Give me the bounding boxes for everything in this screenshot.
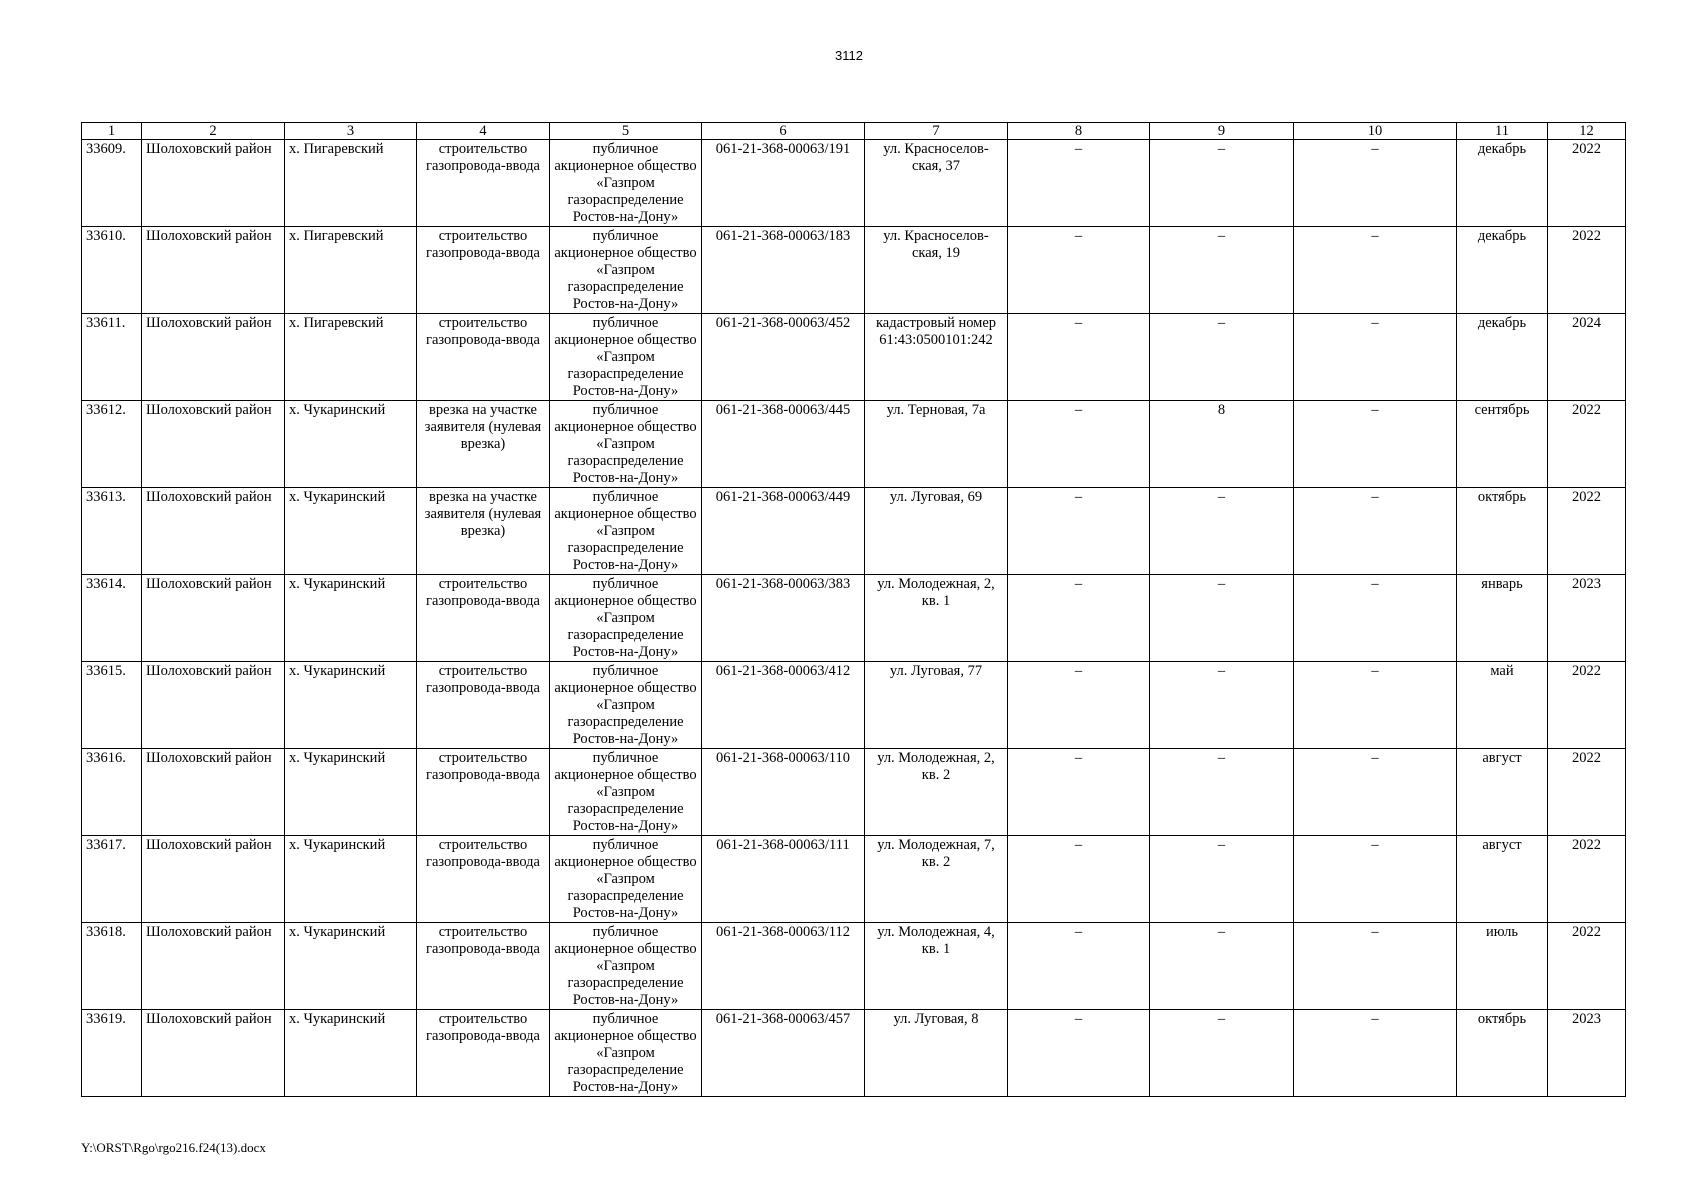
cell-organization: публичное акционерное общество «Газпром газораспределение Ростов-на-Дону» <box>550 836 702 923</box>
cell-column-9: – <box>1150 314 1294 401</box>
footer-file-path: Y:\ORST\Rgo\rgo216.f24(13).docx <box>81 1140 266 1155</box>
cell-contract-number: 061-21-368-00063/110 <box>702 749 865 836</box>
table-row <box>82 227 1626 314</box>
column-header: 11 <box>1457 123 1548 140</box>
cell-district: Шолоховский район <box>142 749 285 836</box>
table-row <box>82 662 1626 749</box>
cell-district: Шолоховский район <box>142 314 285 401</box>
cell-work-type: строительство газопровода-ввода <box>417 314 550 401</box>
cell-row-number: 33618. <box>82 923 142 1010</box>
cell-settlement: х. Чукаринский <box>285 749 417 836</box>
cell-column-10: – <box>1294 314 1457 401</box>
table-row <box>82 1010 1626 1097</box>
column-header: 2 <box>142 123 285 140</box>
cell-year: 2022 <box>1548 488 1626 575</box>
table-row <box>82 314 1626 401</box>
cell-month: декабрь <box>1457 314 1548 401</box>
cell-settlement: х. Чукаринский <box>285 488 417 575</box>
cell-column-10: – <box>1294 488 1457 575</box>
cell-address: ул. Луговая, 8 <box>865 1010 1008 1097</box>
cell-column-8: – <box>1008 662 1150 749</box>
cell-column-8: – <box>1008 836 1150 923</box>
cell-settlement: х. Пигаревский <box>285 140 417 227</box>
cell-column-10: – <box>1294 401 1457 488</box>
cell-row-number: 33619. <box>82 1010 142 1097</box>
cell-month: май <box>1457 662 1548 749</box>
cell-column-9: – <box>1150 662 1294 749</box>
cell-contract-number: 061-21-368-00063/445 <box>702 401 865 488</box>
cell-year: 2022 <box>1548 923 1626 1010</box>
cell-contract-number: 061-21-368-00063/191 <box>702 140 865 227</box>
cell-column-9: – <box>1150 575 1294 662</box>
cell-row-number: 33610. <box>82 227 142 314</box>
cell-district: Шолоховский район <box>142 227 285 314</box>
cell-column-9: – <box>1150 488 1294 575</box>
table-row <box>82 923 1626 1010</box>
cell-contract-number: 061-21-368-00063/452 <box>702 314 865 401</box>
cell-column-8: – <box>1008 575 1150 662</box>
cell-settlement: х. Чукаринский <box>285 575 417 662</box>
column-header: 5 <box>550 123 702 140</box>
cell-column-9: – <box>1150 140 1294 227</box>
cell-settlement: х. Чукаринский <box>285 401 417 488</box>
cell-organization: публичное акционерное общество «Газпром газораспределение Ростов-на-Дону» <box>550 1010 702 1097</box>
cell-column-9: – <box>1150 1010 1294 1097</box>
cell-year: 2022 <box>1548 749 1626 836</box>
cell-column-10: – <box>1294 575 1457 662</box>
column-header: 12 <box>1548 123 1626 140</box>
cell-work-type: строительство газопровода-ввода <box>417 575 550 662</box>
cell-month: август <box>1457 836 1548 923</box>
cell-work-type: строительство газопровода-ввода <box>417 140 550 227</box>
cell-column-10: – <box>1294 662 1457 749</box>
column-header: 4 <box>417 123 550 140</box>
cell-month: октябрь <box>1457 1010 1548 1097</box>
cell-settlement: х. Пигаревский <box>285 314 417 401</box>
register-table <box>81 122 1626 1097</box>
cell-column-8: – <box>1008 401 1150 488</box>
cell-year: 2022 <box>1548 401 1626 488</box>
table-row <box>82 575 1626 662</box>
table-row <box>82 401 1626 488</box>
cell-organization: публичное акционерное общество «Газпром газораспределение Ростов-на-Дону» <box>550 401 702 488</box>
cell-work-type: строительство газопровода-ввода <box>417 227 550 314</box>
cell-contract-number: 061-21-368-00063/183 <box>702 227 865 314</box>
cell-month: август <box>1457 749 1548 836</box>
cell-column-9: – <box>1150 749 1294 836</box>
cell-organization: публичное акционерное общество «Газпром газораспределение Ростов-на-Дону» <box>550 314 702 401</box>
cell-work-type: врезка на участке заявителя (нулевая врезка) <box>417 401 550 488</box>
cell-address: ул. Луговая, 69 <box>865 488 1008 575</box>
cell-column-8: – <box>1008 227 1150 314</box>
table-row <box>82 749 1626 836</box>
cell-address: кадастровый номер 61:43:0500101:242 <box>865 314 1008 401</box>
cell-address: ул. Молодежная, 2, кв. 2 <box>865 749 1008 836</box>
column-header: 3 <box>285 123 417 140</box>
column-header: 1 <box>82 123 142 140</box>
cell-address: ул. Красноселов-ская, 19 <box>865 227 1008 314</box>
header-row <box>82 123 1626 140</box>
cell-district: Шолоховский район <box>142 923 285 1010</box>
cell-row-number: 33613. <box>82 488 142 575</box>
cell-column-10: – <box>1294 227 1457 314</box>
cell-month: сентябрь <box>1457 401 1548 488</box>
cell-organization: публичное акционерное общество «Газпром газораспределение Ростов-на-Дону» <box>550 923 702 1010</box>
cell-district: Шолоховский район <box>142 1010 285 1097</box>
cell-year: 2022 <box>1548 227 1626 314</box>
cell-district: Шолоховский район <box>142 488 285 575</box>
cell-contract-number: 061-21-368-00063/449 <box>702 488 865 575</box>
cell-settlement: х. Чукаринский <box>285 1010 417 1097</box>
cell-month: июль <box>1457 923 1548 1010</box>
cell-address: ул. Молодежная, 2, кв. 1 <box>865 575 1008 662</box>
cell-settlement: х. Чукаринский <box>285 662 417 749</box>
cell-settlement: х. Пигаревский <box>285 227 417 314</box>
cell-month: декабрь <box>1457 140 1548 227</box>
page-number: 3112 <box>835 48 863 63</box>
cell-address: ул. Молодежная, 7, кв. 2 <box>865 836 1008 923</box>
cell-column-10: – <box>1294 836 1457 923</box>
cell-work-type: строительство газопровода-ввода <box>417 836 550 923</box>
cell-year: 2022 <box>1548 662 1626 749</box>
cell-address: ул. Терновая, 7а <box>865 401 1008 488</box>
cell-district: Шолоховский район <box>142 401 285 488</box>
cell-organization: публичное акционерное общество «Газпром газораспределение Ростов-на-Дону» <box>550 575 702 662</box>
cell-address: ул. Красноселов-ская, 37 <box>865 140 1008 227</box>
cell-settlement: х. Чукаринский <box>285 923 417 1010</box>
cell-column-9: – <box>1150 923 1294 1010</box>
cell-district: Шолоховский район <box>142 575 285 662</box>
cell-column-8: – <box>1008 1010 1150 1097</box>
cell-month: декабрь <box>1457 227 1548 314</box>
column-header: 6 <box>702 123 865 140</box>
cell-work-type: строительство газопровода-ввода <box>417 1010 550 1097</box>
cell-column-9: – <box>1150 227 1294 314</box>
cell-year: 2023 <box>1548 1010 1626 1097</box>
cell-column-9: 8 <box>1150 401 1294 488</box>
cell-contract-number: 061-21-368-00063/457 <box>702 1010 865 1097</box>
cell-month: октябрь <box>1457 488 1548 575</box>
cell-row-number: 33614. <box>82 575 142 662</box>
column-header: 10 <box>1294 123 1457 140</box>
cell-district: Шолоховский район <box>142 662 285 749</box>
cell-work-type: строительство газопровода-ввода <box>417 749 550 836</box>
cell-district: Шолоховский район <box>142 836 285 923</box>
cell-contract-number: 061-21-368-00063/111 <box>702 836 865 923</box>
cell-column-10: – <box>1294 140 1457 227</box>
cell-work-type: строительство газопровода-ввода <box>417 662 550 749</box>
column-header: 7 <box>865 123 1008 140</box>
cell-row-number: 33616. <box>82 749 142 836</box>
cell-row-number: 33609. <box>82 140 142 227</box>
cell-work-type: строительство газопровода-ввода <box>417 923 550 1010</box>
cell-contract-number: 061-21-368-00063/383 <box>702 575 865 662</box>
cell-column-8: – <box>1008 314 1150 401</box>
cell-column-8: – <box>1008 488 1150 575</box>
cell-year: 2022 <box>1548 836 1626 923</box>
cell-year: 2024 <box>1548 314 1626 401</box>
cell-column-10: – <box>1294 749 1457 836</box>
column-header: 9 <box>1150 123 1294 140</box>
cell-organization: публичное акционерное общество «Газпром газораспределение Ростов-на-Дону» <box>550 662 702 749</box>
column-header: 8 <box>1008 123 1150 140</box>
cell-row-number: 33617. <box>82 836 142 923</box>
cell-column-10: – <box>1294 923 1457 1010</box>
cell-row-number: 33612. <box>82 401 142 488</box>
cell-row-number: 33611. <box>82 314 142 401</box>
cell-column-8: – <box>1008 923 1150 1010</box>
cell-contract-number: 061-21-368-00063/412 <box>702 662 865 749</box>
table-row <box>82 488 1626 575</box>
cell-organization: публичное акционерное общество «Газпром газораспределение Ростов-на-Дону» <box>550 140 702 227</box>
cell-year: 2023 <box>1548 575 1626 662</box>
cell-month: январь <box>1457 575 1548 662</box>
cell-column-9: – <box>1150 836 1294 923</box>
cell-column-8: – <box>1008 140 1150 227</box>
cell-address: ул. Молодежная, 4, кв. 1 <box>865 923 1008 1010</box>
cell-district: Шолоховский район <box>142 140 285 227</box>
cell-organization: публичное акционерное общество «Газпром газораспределение Ростов-на-Дону» <box>550 227 702 314</box>
table-row <box>82 140 1626 227</box>
table-row <box>82 836 1626 923</box>
cell-organization: публичное акционерное общество «Газпром газораспределение Ростов-на-Дону» <box>550 749 702 836</box>
cell-work-type: врезка на участке заявителя (нулевая врезка) <box>417 488 550 575</box>
cell-column-8: – <box>1008 749 1150 836</box>
cell-row-number: 33615. <box>82 662 142 749</box>
cell-column-10: – <box>1294 1010 1457 1097</box>
cell-address: ул. Луговая, 77 <box>865 662 1008 749</box>
table-body <box>82 123 1626 1097</box>
cell-year: 2022 <box>1548 140 1626 227</box>
cell-settlement: х. Чукаринский <box>285 836 417 923</box>
cell-contract-number: 061-21-368-00063/112 <box>702 923 865 1010</box>
cell-organization: публичное акционерное общество «Газпром газораспределение Ростов-на-Дону» <box>550 488 702 575</box>
